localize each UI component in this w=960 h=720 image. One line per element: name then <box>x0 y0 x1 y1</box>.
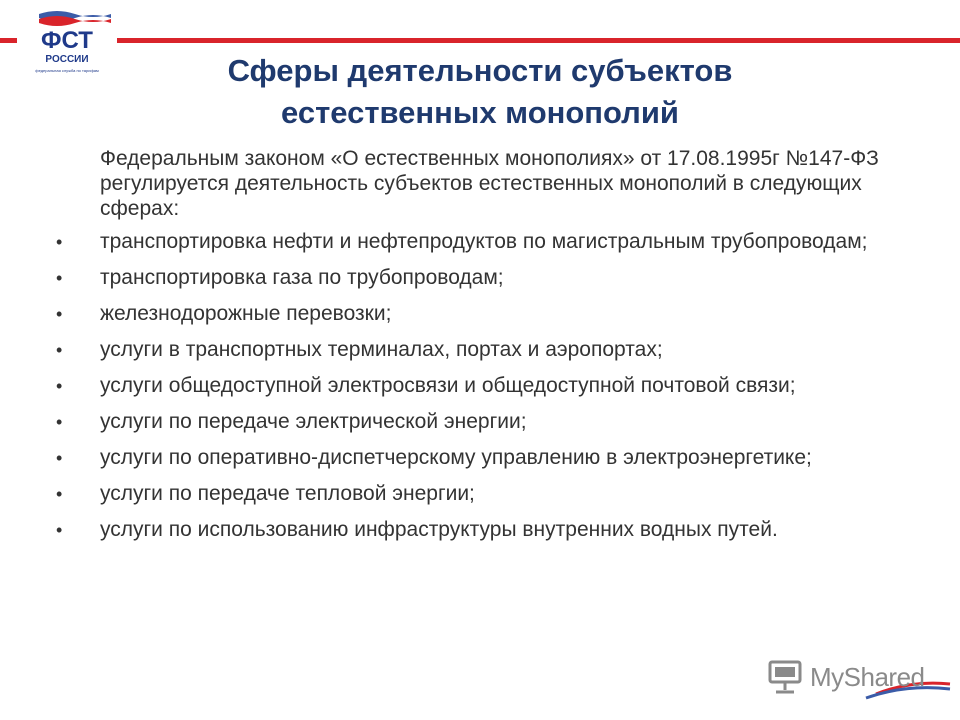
logo-sub-text: РОССИИ <box>45 54 89 65</box>
slide-title-line-2: естественных монополий <box>281 95 679 130</box>
slide-title <box>130 50 830 134</box>
bullet-icon: • <box>56 232 63 252</box>
fst-logo <box>17 0 117 84</box>
list-item <box>56 482 926 506</box>
list-item <box>56 518 926 542</box>
list-item <box>56 338 926 362</box>
list-item-text: железнодорожные перевозки; <box>100 302 392 325</box>
list-item-text: услуги по передаче тепловой энергии; <box>100 482 475 505</box>
list-item <box>56 446 926 470</box>
bullet-icon: • <box>56 448 63 468</box>
logo-small-text: федеральная служба по тарифам <box>35 68 99 73</box>
list-item <box>56 374 926 398</box>
bullet-icon: • <box>56 412 63 432</box>
list-item-text: услуги по использованию инфраструктуры внутренних водных путей. <box>100 518 778 541</box>
bullet-list <box>56 230 926 554</box>
list-item <box>56 266 926 290</box>
bullet-icon: • <box>56 340 63 360</box>
bullet-icon: • <box>56 484 63 504</box>
intro-paragraph: Федеральным законом «О естественных монополиях» от 17.08.1995г №147-ФЗ регулируется деятельность субъектов естественных монополий в следующих сферах: <box>100 147 879 220</box>
myshared-watermark <box>766 654 952 704</box>
list-item <box>56 230 926 254</box>
header-red-line <box>0 38 960 43</box>
bullet-icon: • <box>56 520 63 540</box>
list-item-text: услуги по оперативно-диспетчерскому управлению в электроэнергетике; <box>100 446 812 469</box>
watermark-text: MyShared <box>810 662 925 692</box>
list-item-text: услуги по передаче электрической энергии; <box>100 410 527 433</box>
list-item-text: транспортировка нефти и нефтепродуктов по магистральным трубопроводам; <box>100 230 868 253</box>
list-item-text: услуги общедоступной электросвязи и общедоступной почтовой связи; <box>100 374 796 397</box>
bullet-icon: • <box>56 304 63 324</box>
slide-title-line-1: Сферы деятельности субъектов <box>227 53 733 88</box>
bullet-icon: • <box>56 268 63 288</box>
list-item-text: транспортировка газа по трубопроводам; <box>100 266 504 289</box>
list-item <box>56 302 926 326</box>
list-item-text: услуги в транспортных терминалах, портах и аэропортах; <box>100 338 663 361</box>
bullet-icon: • <box>56 376 63 396</box>
list-item <box>56 410 926 434</box>
logo-main-text: ФСТ <box>41 27 93 54</box>
